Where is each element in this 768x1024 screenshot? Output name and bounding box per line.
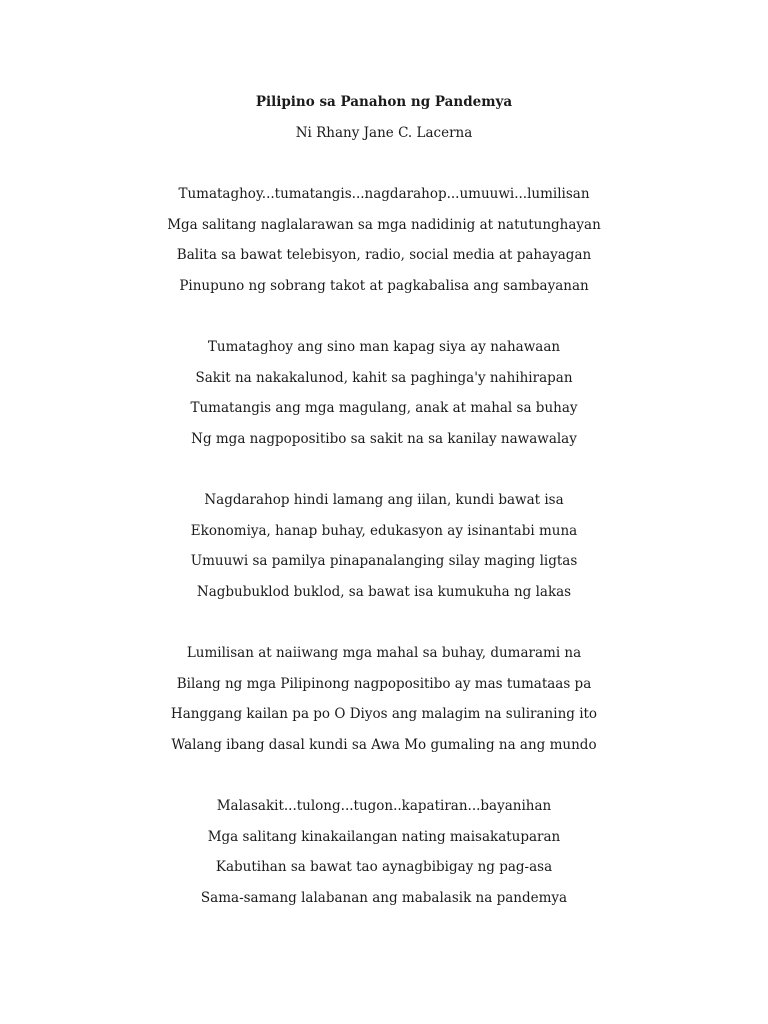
poem-line: Balita sa bawat telebisyon, radio, social media at pahayagan [176,247,592,264]
stanza-1 [0,184,768,306]
poem-line: Umuuwi sa pamilya pinapanalanging silay maging ligtas [190,553,578,570]
stanza-5 [0,796,768,918]
poem-line: Sakit na nakakalunod, kahit sa paghinga'y nahihirapan [195,369,573,386]
poem-line: Bilang ng mga Pilipinong nagpopositibo ay mas tumataas pa [176,675,592,692]
poem-line: Tumatangis ang mga magulang, anak at mahal sa buhay [190,400,578,417]
poem-line: Walang ibang dasal kundi sa Awa Mo gumaling na ang mundo [171,736,597,753]
poem-line: Kabutihan sa bawat tao aynagbibigay ng pag-asa [215,859,553,876]
poem-line: Pinupuno ng sobrang takot at pagkabalisa ang sambayanan [179,277,589,294]
stanza-2 [0,337,768,459]
poem-line: Malasakit...tulong...tugon..kapatiran...bayanihan [216,798,552,814]
poem-line: Tumataghoy...tumatangis...nagdarahop...umuuwi...lumilisan [178,186,590,202]
poem-line: Hanggang kailan pa po O Diyos ang malagim na suliraning ito [170,706,598,723]
poem-line: Ekonomiya, hanap buhay, edukasyon ay isinantabi muna [190,522,578,539]
poem-title: Pilipino sa Panahon ng Pandemya [255,94,513,110]
stanza-4 [0,643,768,765]
poem-line: Ng mga nagpopositibo sa sakit na sa kanilay nawawalay [191,430,577,447]
poem-line: Sama-samang lalabanan ang mabalasik na pandemya [200,889,568,906]
poem-line: Mga salitang kinakailangan nating maisakatuparan [207,828,561,845]
poem-line: Nagdarahop hindi lamang ang iilan, kundi bawat isa [204,492,564,508]
stanza-3 [0,490,768,612]
poem-line: Lumilisan at naiiwang mga mahal sa buhay, dumarami na [186,645,582,661]
poem-author: Ni Rhany Jane C. Lacerna [295,125,473,141]
poem-line: Nagbubuklod buklod, sa bawat isa kumukuha ng lakas [196,583,572,600]
poem-line: Mga salitang naglalarawan sa mga nadidinig at natutunghayan [167,216,601,233]
poem-line: Tumataghoy ang sino man kapag siya ay nahawaan [207,339,561,355]
